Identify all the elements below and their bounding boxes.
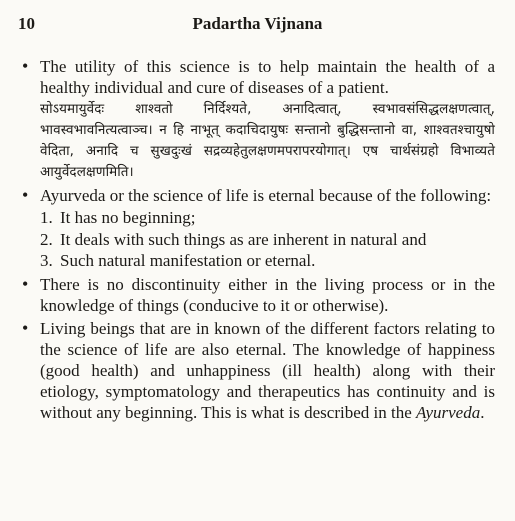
list-number: 3. bbox=[40, 251, 53, 270]
page-header bbox=[18, 14, 497, 40]
bullet-text: Ayurveda or the science of life is eternal because of the following: bbox=[40, 186, 492, 205]
bullet-point bbox=[18, 185, 495, 272]
list-item-text: It deals with such things as are inherent in natural and bbox=[60, 229, 427, 249]
bullet-text-part: Living beings that are in known of the different factors relating to the science of life are also eternal. The knowledge of happiness (good health) and unhappiness (ill health) along with their etiology, symptomatology and therapeutics has continuity and is without any beginning. This is what is described in the bbox=[40, 318, 495, 422]
bullet-icon: • bbox=[22, 56, 29, 76]
list-item bbox=[40, 229, 495, 251]
sanskrit-quote: सोऽयमायुर्वेदः शाश्वतो निर्दिश्यते, अनादित्वात्, स्वभावसंसिद्धलक्षणत्वात्, भावस्वभावनित्यत्वाञ्च। न हि नाभूत् कदाचिदायुषः सन्तानो बुद्धिसन्तानो वा, शाश्वतश्चायुषो वेदिता, अनादि च सुखदुःखं सद्रव्यहेतुलक्षणमपरापरयोगात्। एष चार्थसंग्रहो विभाव्यते आयुर्वेदलक्षणमिति। bbox=[40, 101, 495, 180]
running-title: Padartha Vijnana bbox=[192, 14, 323, 33]
list-item bbox=[40, 207, 495, 229]
bullet-point bbox=[18, 56, 495, 183]
bullet-text-end: . bbox=[480, 402, 485, 422]
bullet-text: There is no discontinuity either in the living process or in the knowledge of things (conducive to it or otherwise). bbox=[40, 274, 495, 315]
bullet-icon: • bbox=[22, 273, 29, 294]
list-item bbox=[40, 250, 495, 272]
list-item-text: It has no beginning; bbox=[60, 208, 196, 227]
list-number: 2. bbox=[40, 229, 53, 249]
numbered-list bbox=[40, 207, 495, 272]
list-item-text: Such natural manifestation or eternal. bbox=[60, 251, 316, 270]
bullet-icon: • bbox=[22, 317, 29, 338]
list-number: 1. bbox=[40, 208, 53, 227]
bullet-point bbox=[18, 318, 495, 423]
bullet-icon: • bbox=[22, 185, 29, 205]
page-body bbox=[18, 56, 495, 425]
italic-term: Ayurveda bbox=[416, 402, 481, 422]
bullet-text: The utility of this science is to help maintain the health of a healthy individual and cure of diseases of a patient. bbox=[40, 57, 495, 97]
bullet-text bbox=[40, 318, 495, 423]
page-number: 10 bbox=[18, 14, 35, 33]
bullet-point bbox=[18, 274, 495, 316]
